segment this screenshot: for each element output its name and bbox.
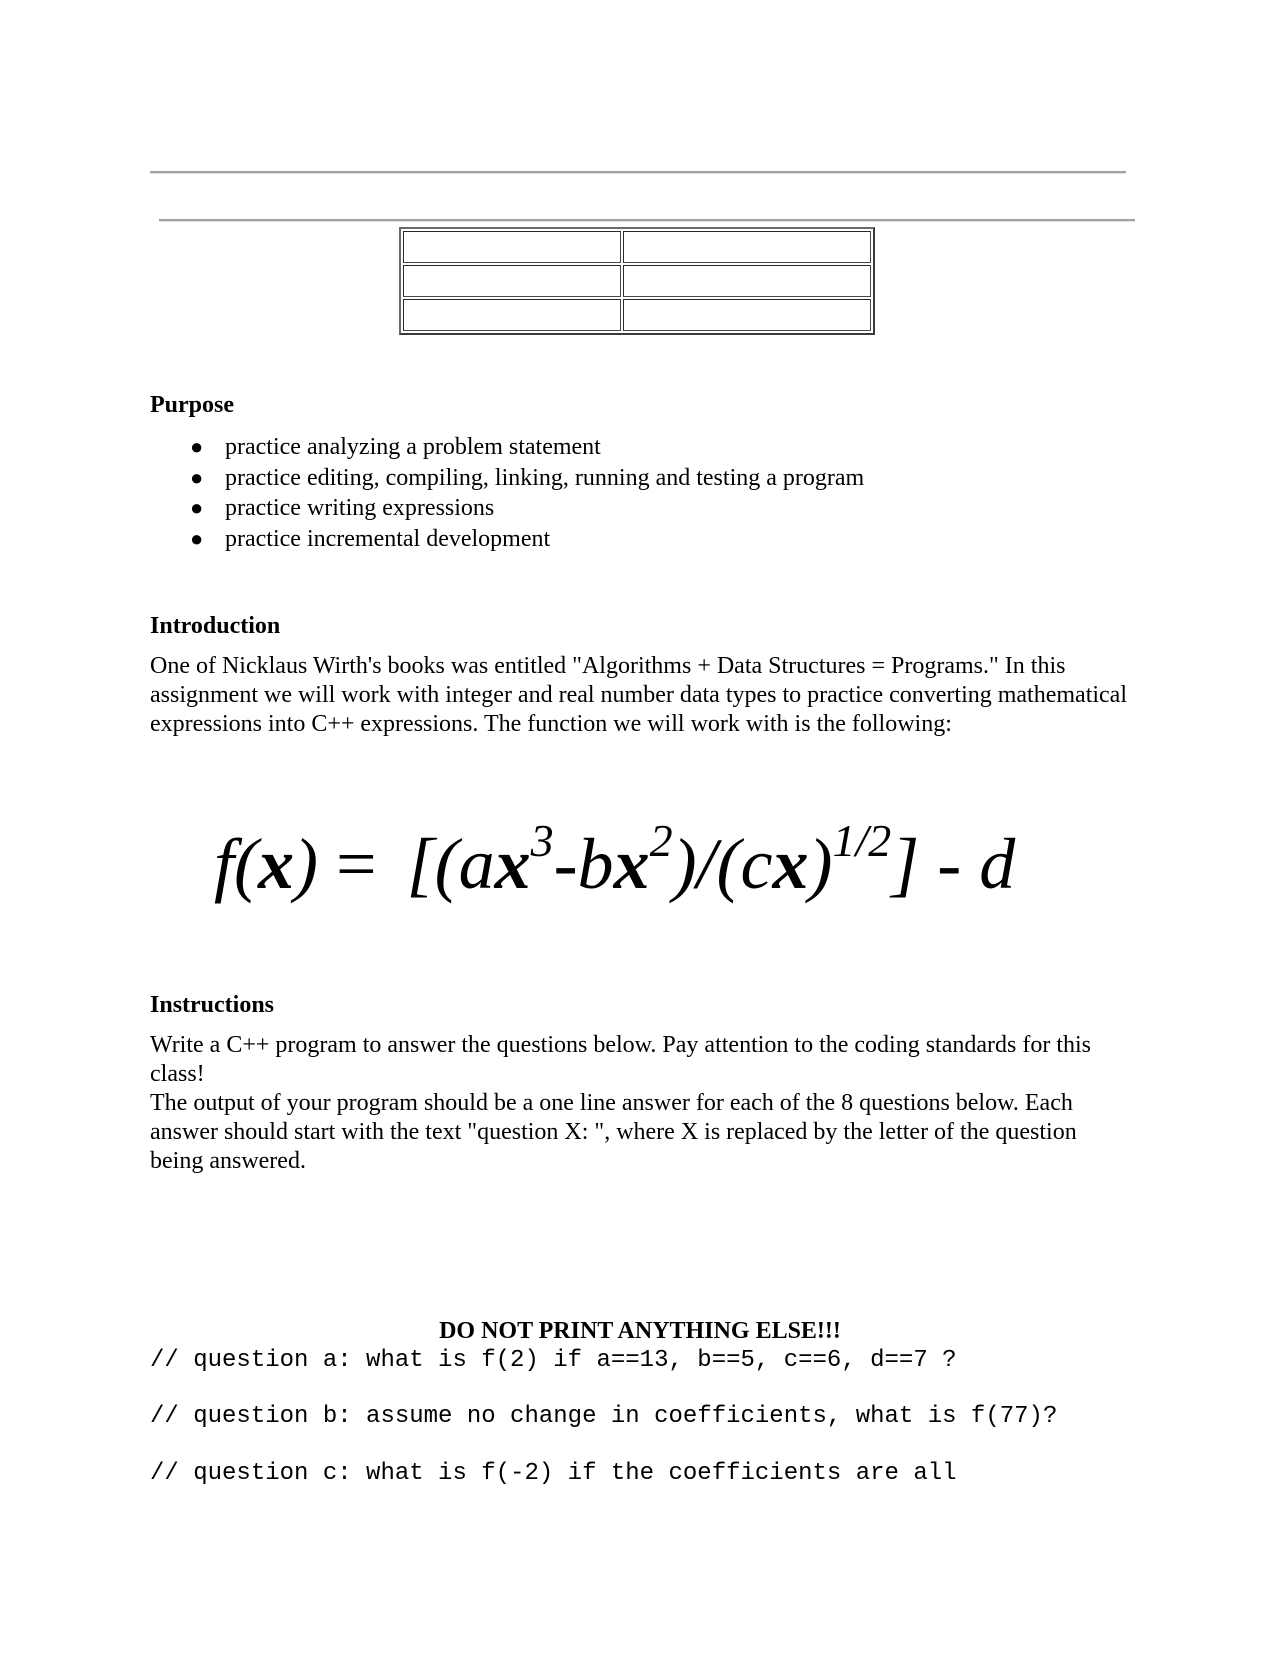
header-info-table [399, 227, 875, 335]
bullet-icon: ● [190, 495, 204, 520]
warning-text: DO NOT PRINT ANYTHING ELSE!!! [439, 1318, 841, 1344]
list-item [150, 432, 864, 463]
table-cell [403, 299, 621, 331]
table-cell [623, 265, 871, 297]
formula-x: x [772, 824, 809, 904]
table-row [403, 265, 871, 297]
introduction-paragraph: One of Nicklaus Wirth's books was entitled "Algorithms + Data Structures = Programs." In this assignment we will work with integer and real number data types to practice converting mathematical expressions into C++ expressions. The function we will work with is the following: [150, 653, 1128, 737]
list-item [150, 493, 864, 524]
bullet-icon: ● [190, 464, 204, 490]
list-item-text: practice incremental development [225, 525, 551, 552]
formula-part: ] - d [891, 824, 1016, 904]
formula-x: x [494, 824, 531, 904]
table-cell [623, 299, 871, 331]
formula-part: [(a [406, 824, 495, 904]
formula-part: -b [553, 824, 614, 904]
formula-x: x [613, 824, 650, 904]
formula-paren: ) [293, 824, 318, 904]
formula-part: )/(c [672, 824, 773, 904]
formula-f: f( [214, 824, 258, 904]
instructions-heading: Instructions [150, 992, 275, 1018]
bullet-icon: ● [190, 434, 204, 459]
list-item-text: practice writing expressions [225, 495, 495, 521]
bullet-icon: ● [190, 525, 204, 551]
code-question-c: // question c: what is f(-2) if the coefficients are all [150, 1460, 957, 1487]
formula-x: x [257, 824, 294, 904]
horizontal-rule-second [159, 219, 1135, 222]
introduction-heading: Introduction [150, 613, 281, 639]
formula-paren: ) [808, 824, 833, 904]
purpose-heading: Purpose [150, 392, 234, 418]
table-row [403, 299, 871, 331]
instructions-paragraph-2: The output of your program should be a one line answer for each of the 8 questions below. Each answer should start with the text "question X: ", where X is replaced by the letter of the question being answered. [150, 1090, 1077, 1174]
table-cell [623, 231, 871, 263]
formula-exponent: 2 [649, 815, 673, 866]
formula-equals: = [335, 824, 377, 904]
code-question-b: // question b: assume no change in coefficients, what is f(77)? [150, 1403, 1058, 1430]
list-item-text: practice analyzing a problem statement [225, 434, 601, 460]
purpose-list [150, 432, 864, 554]
horizontal-rule-top [150, 171, 1126, 174]
formula-exponent: 3 [530, 815, 554, 866]
formula-exponent: 1/2 [832, 815, 892, 866]
code-question-a: // question a: what is f(2) if a==13, b==5, c==6, d==7 ? [150, 1347, 957, 1374]
list-item [150, 524, 864, 555]
function-formula [214, 815, 1016, 904]
table-cell [403, 265, 621, 297]
table-cell [403, 231, 621, 263]
table-row [403, 231, 871, 263]
list-item [150, 463, 864, 494]
instructions-paragraph-1: Write a C++ program to answer the questions below. Pay attention to the coding standards for this class! [150, 1032, 1092, 1087]
list-item-text: practice editing, compiling, linking, running and testing a program [225, 464, 865, 491]
